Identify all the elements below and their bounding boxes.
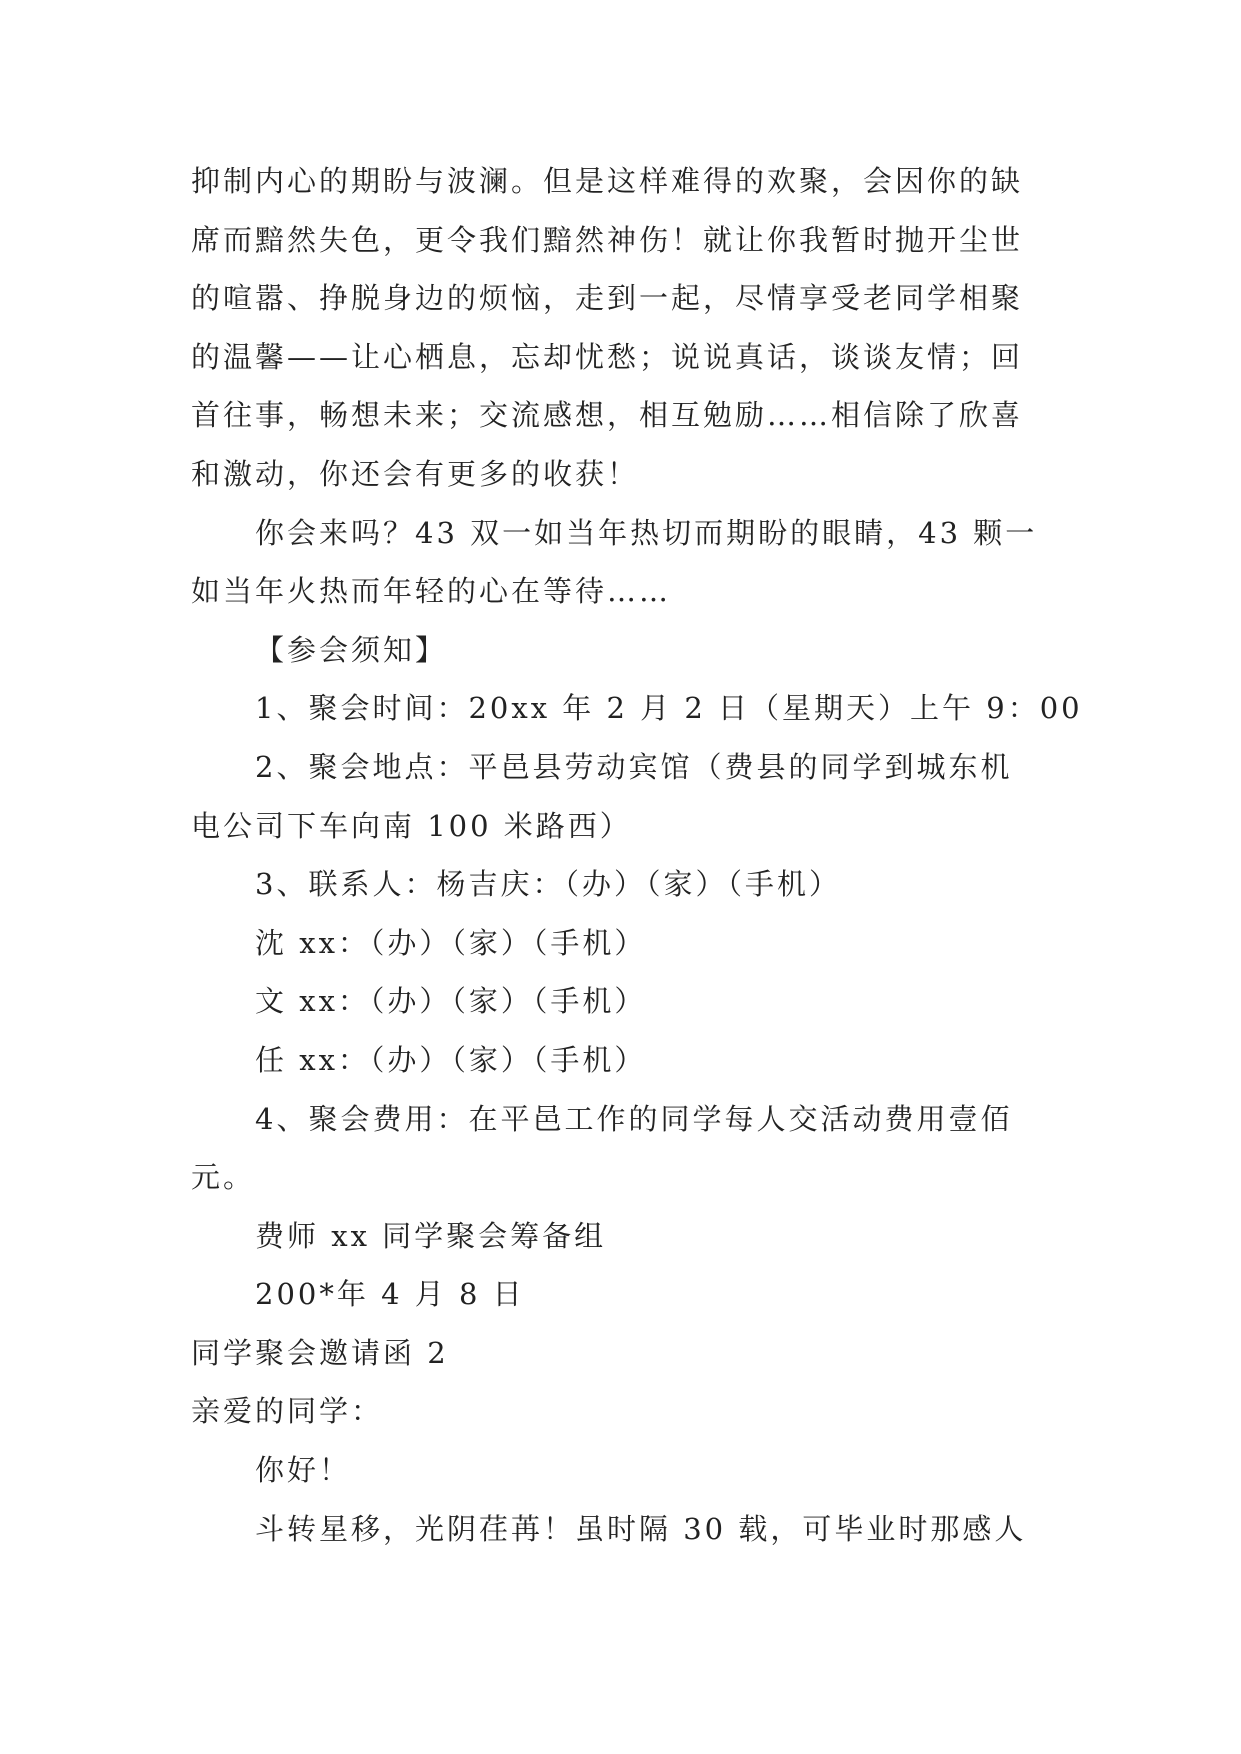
text-line: 的喧嚣、挣脱身边的烦恼，走到一起，尽情享受老同学相聚 bbox=[191, 281, 1024, 316]
salutation: 亲爱的同学： bbox=[191, 1394, 384, 1429]
text-line: 电公司下车向南 100 米路西） bbox=[191, 808, 632, 843]
text-line: 元。 bbox=[191, 1160, 256, 1195]
section-heading: 【参会须知】 bbox=[255, 632, 448, 667]
text-line: 沈 xx：（办）（家）（手机） bbox=[255, 925, 647, 960]
text-line: 首往事，畅想未来；交流感想，相互勉励……相信除了欣喜 bbox=[191, 398, 1024, 433]
letter-title: 同学聚会邀请函 2 bbox=[191, 1335, 449, 1370]
text-line: 2、聚会地点：平邑县劳动宾馆（费县的同学到城东机 bbox=[255, 749, 1013, 784]
text-line: 你会来吗？43 双一如当年热切而期盼的眼睛，43 颗一 bbox=[255, 515, 1038, 550]
text-line: 的温馨——让心栖息，忘却忧愁；说说真话，谈谈友情；回 bbox=[191, 339, 1024, 374]
greeting: 你好！ bbox=[255, 1453, 352, 1488]
text-line: 如当年火热而年轻的心在等待…… bbox=[191, 574, 672, 609]
text-line: 3、联系人：杨吉庆：（办）（家）（手机） bbox=[255, 867, 841, 902]
text-line: 1、聚会时间：20xx 年 2 月 2 日（星期天）上午 9：00 bbox=[255, 691, 1083, 726]
text-line: 文 xx：（办）（家）（手机） bbox=[255, 984, 647, 1019]
text-line: 和激动，你还会有更多的收获！ bbox=[191, 456, 640, 491]
text-line: 斗转星移，光阴荏苒！虽时隔 30 载，可毕业时那感人 bbox=[255, 1511, 1027, 1546]
signature-line: 费师 xx 同学聚会筹备组 bbox=[255, 1218, 607, 1253]
text-line: 抑制内心的期盼与波澜。但是这样难得的欢聚，会因你的缺 bbox=[191, 164, 1024, 198]
text-line: 任 xx：（办）（家）（手机） bbox=[255, 1042, 647, 1077]
date-line: 200*年 4 月 8 日 bbox=[255, 1277, 525, 1312]
text-line: 4、聚会费用：在平邑工作的同学每人交活动费用壹佰 bbox=[255, 1101, 1013, 1136]
document-body bbox=[191, 152, 1083, 1558]
text-line: 席而黯然失色，更令我们黯然神伤！就让你我暂时抛开尘世 bbox=[191, 222, 1024, 257]
